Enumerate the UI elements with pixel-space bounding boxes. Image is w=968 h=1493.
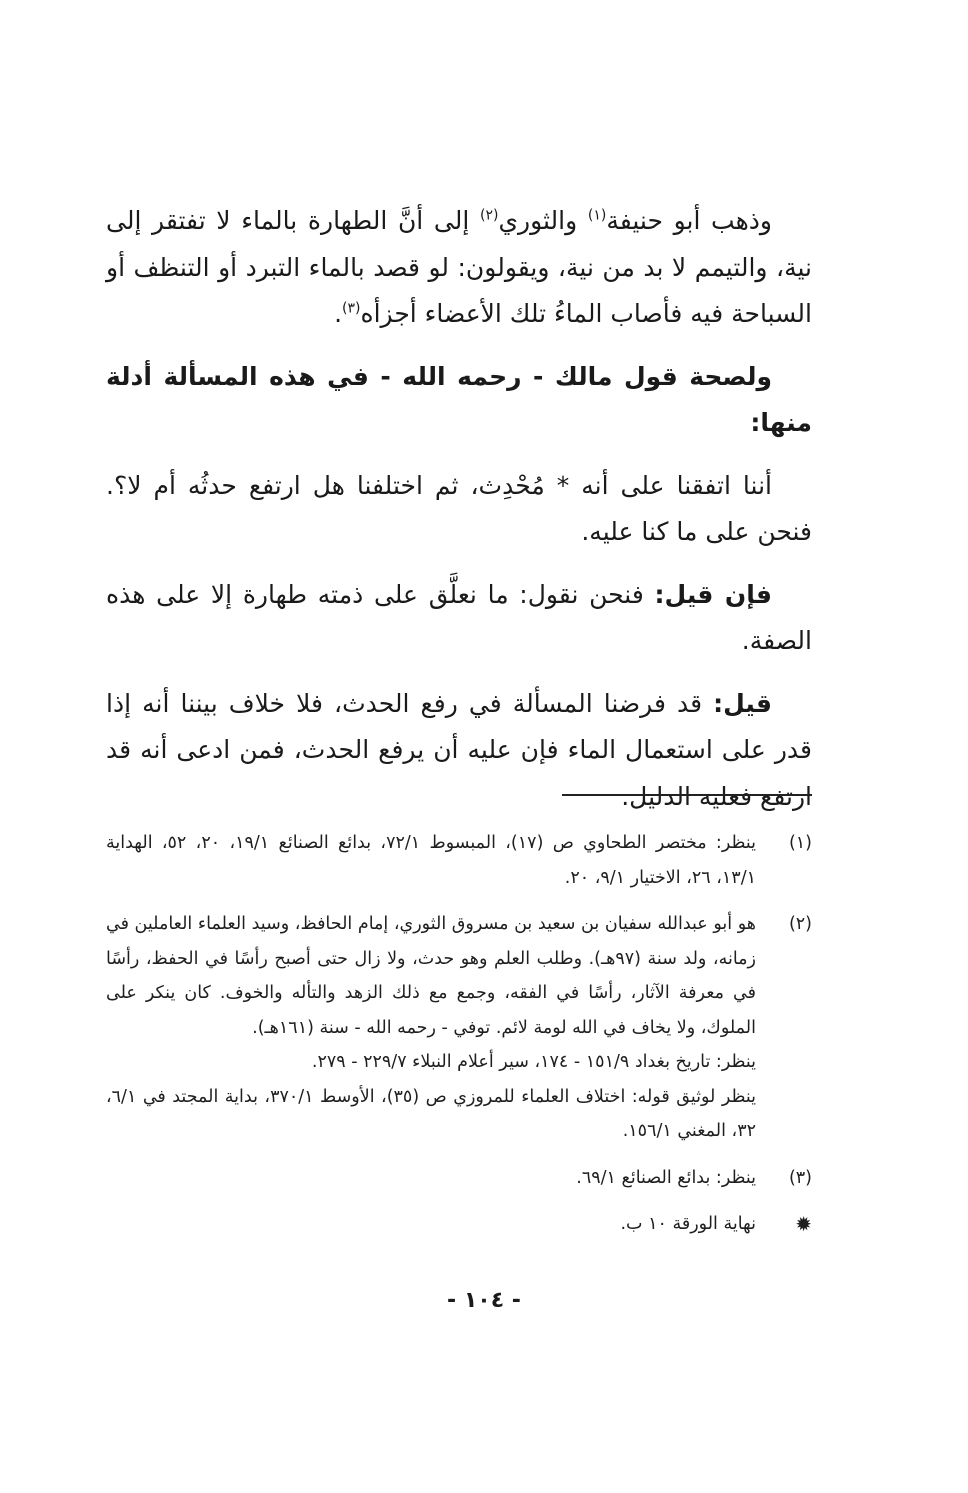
footnote-1-text: ينظر: مختصر الطحاوي ص (١٧)، المبسوط ٧٢/١، بدائع الصنائع ١٩/١، ٢٠، ٥٢، الهداية ١٣/١، ٢٦، الاختيار ٩/١، ٢٠. (106, 833, 756, 888)
footnote-ref-3: (٣) (342, 300, 361, 317)
footnote-2-reference-2: ينظر لوثيق قوله: اختلاف العلماء للمروزي ص (٣٥)، الأوسط ٣٧٠/١، بداية المجتد في ٦/١، ٣٢، المغني ١٥٦/١. (106, 1086, 756, 1141)
page-number: - ١٠٤ - (447, 1288, 521, 1313)
footnote-ref-1: (١) (587, 207, 607, 224)
footnote-separator (562, 794, 812, 796)
footnote-2-body (106, 907, 756, 1149)
footnote-1-number: (١) (788, 833, 812, 853)
star-marker-icon: ✹ (795, 1212, 812, 1236)
section-heading: ولصحة قول مالك - رحمه الله - في هذه المسألة أدلة منها: (106, 361, 812, 437)
footnote-1 (106, 826, 812, 895)
manuscript-note (106, 1207, 812, 1242)
footnote-2-text: هو أبو عبدالله سفيان بن سعيد بن مسروق الثوري، إمام الحافظ، وسيد العلماء العاملين في زمانه، ولد سنة (٩٧هـ). وطلب العلم وهو حدث، ولا زال حتى أصبح رأسًا في الحفظ، رأسًا في معرفة الآثار، رأسًا في الفقه، وجمع مع ذلك الزهد والتأله والخوف. كان ينكر على الملوك، ولا يخاف في الله لومة لائم. توفي - رحمه الله - سنة (١٦١هـ). (106, 914, 756, 1038)
paragraph-3 (106, 572, 812, 665)
footnote-3-text: ينظر: بدائع الصنائع ٦٩/١. (576, 1167, 756, 1188)
paragraph-4-label: قيل: (713, 688, 772, 718)
paragraph-1-text-b: والثوري (498, 206, 588, 235)
manuscript-note-body (106, 1207, 756, 1242)
paragraph-4 (106, 681, 812, 821)
paragraph-1-text-c: إلى أنَّ الطهارة بالماء لا تفتقر إلى نية، والتيمم لا بد من نية، ويقولون: لو قصد بالماء التبرد أو التنظف أو السباحة فيه فأصاب الماءُ تلك الأعضاء أجزأه (106, 206, 812, 328)
footnote-3 (106, 1161, 812, 1196)
paragraph-1 (106, 198, 812, 338)
footnote-ref-2: (٢) (479, 207, 499, 224)
paragraph-4-text: قد فرضنا المسألة في رفع الحدث، فلا خلاف بيننا أنه إذا قدر على استعمال الماء فإن عليه أن يرفع الحدث، فمن ادعى أنه قد ارتفع فعليه الدليل. (106, 688, 812, 811)
footnote-2-reference-1: ينظر: تاريخ بغداد ١٥١/٩ - ١٧٤، سير أعلام النبلاء ٢٢٩/٧ - ٢٧٩. (311, 1052, 756, 1072)
paragraph-3-label: فإن قيل: (654, 579, 772, 609)
paragraph-2: أننا اتفقنا على أنه * مُحْدِث، ثم اختلفنا هل ارتفع حدثُه أم لا؟. فنحن على ما كنا عليه. (106, 470, 812, 546)
paragraph-1-text-d: . (334, 299, 343, 328)
footnotes (106, 826, 812, 1254)
footnote-3-body (106, 1161, 756, 1196)
paragraph-3-text: فنحن نقول: ما نعلَّق على ذمته طهارة إلا على هذه الصفة. (106, 579, 812, 655)
manuscript-note-text: نهاية الورقة ١٠ ب. (620, 1214, 756, 1234)
paragraph-1-text-a: وذهب أبو حنيفة (606, 206, 772, 235)
footnote-3-number: (٣) (788, 1167, 812, 1188)
footnote-2 (106, 907, 812, 1149)
footnote-1-body (106, 826, 756, 895)
main-text (106, 198, 812, 836)
footnote-2-number: (٢) (788, 914, 812, 934)
